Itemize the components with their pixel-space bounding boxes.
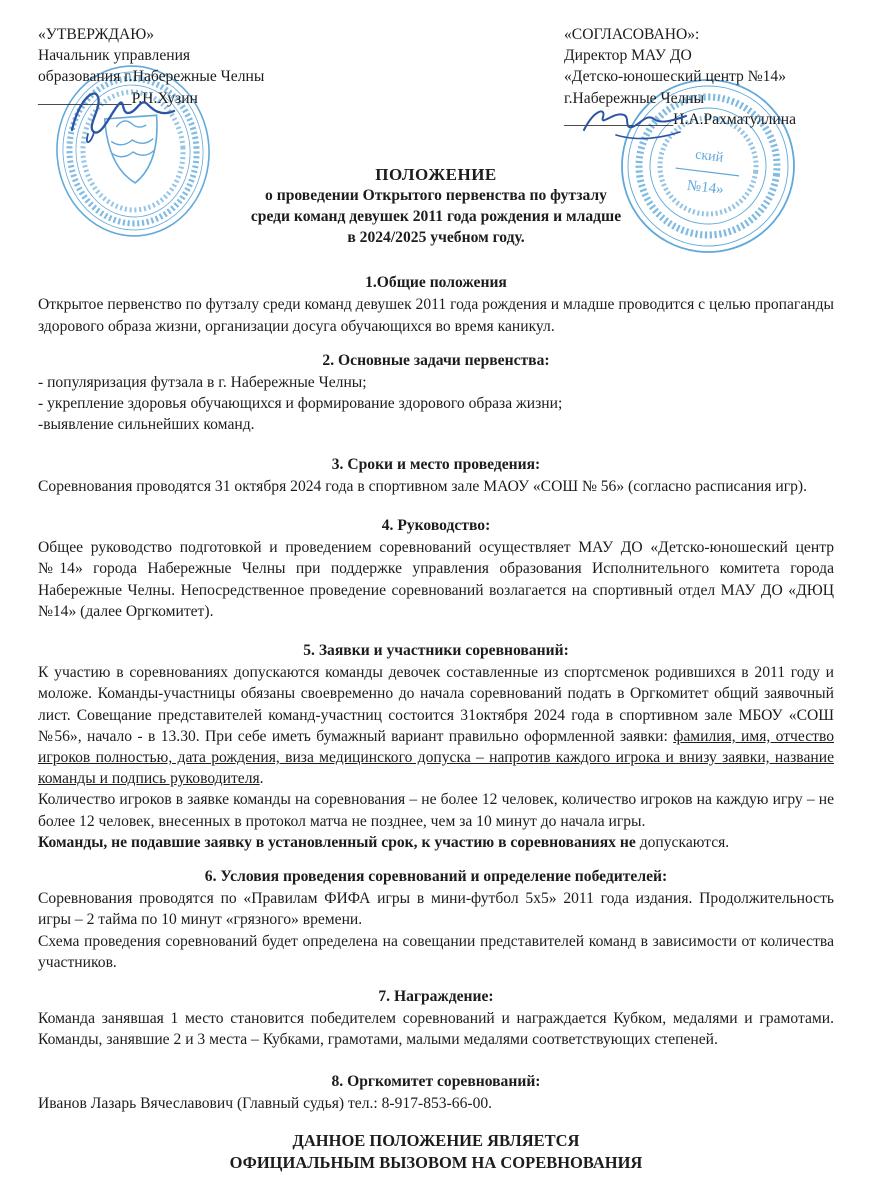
title-line-3: среди команд девушек 2011 года рождения и младше [250, 208, 622, 226]
list-item: - популяризация футзала в г. Набережные Челны; [38, 374, 367, 391]
agree-block [564, 24, 834, 130]
title-line-2: о проведении Открытого первенства по футзалу [265, 187, 607, 205]
approve-position-line1: Начальник управления [38, 47, 191, 65]
section-5-heading: 5. Заявки и участники соревнований: [303, 642, 569, 660]
section-8 [38, 1071, 834, 1114]
list-item: -выявление сильнейших команд. [38, 416, 255, 434]
footer-line-2: ОФИЦИАЛЬНЫМ ВЫЗОВОМ НА СОРЕВНОВАНИЯ [229, 1152, 643, 1172]
section-4 [38, 515, 834, 622]
agree-position-line2: «Детско-юношеский центр №14» [564, 68, 787, 86]
footer-line-1: ДАННОЕ ПОЛОЖЕНИЕ ЯВЛЯЕТСЯ [292, 1131, 580, 1151]
section-1 [38, 272, 834, 337]
section-5 [38, 640, 834, 853]
section-6-paragraph-1: Соревнования проводятся по «Правилам ФИФА игры в мини-футбол 5х5» 2011 года издания. Продолжительность игры – 2 тайма по 10 минут «грязного» времени. [38, 890, 834, 929]
section-4-paragraph: Общее руководство подготовкой и проведением соревнований осуществляет МАУ ДО «Детско-юношеский центр №14» города Набережные Челны при поддержке управления образования Исполнительного комитета города Набережные Челны. Непосредственное проведение соревнований возлагается на спортивный отдел МАУ ДО «ДЮЦ №14» (далее Оргкомитет). [38, 539, 834, 620]
header [38, 24, 834, 130]
agree-sign-underscores: ______________ [564, 110, 674, 128]
section-3 [38, 454, 834, 497]
section-2-list [38, 372, 834, 436]
section-6 [38, 866, 834, 973]
agree-position-line3: г.Набережные Челны [564, 89, 705, 107]
section-6-paragraph-2: Схема проведения соревнований будет определена на совещании представителей команд в зависимости от количества участников. [38, 932, 834, 971]
agree-caption: «СОГЛАСОВАНО»: [564, 26, 700, 43]
section-7 [38, 986, 834, 1051]
bold-warning-text: Команды, не подавшие заявку в установленный срок, к участию в соревнованиях не [38, 833, 640, 851]
approve-sign-underscores: ____________ [38, 89, 132, 107]
section-3-heading: 3. Сроки и место проведения: [331, 455, 541, 473]
section-7-paragraph: Команда занявшая 1 место становится победителем соревнований и награждается Кубком, медалями и грамотами. Команды, занявшие 2 и 3 места – Кубками, грамотами, малыми медалями соответствующих степеней. [38, 1010, 834, 1049]
paragraph-text: допускаются. [639, 833, 730, 851]
stamp-center-text-bottom: №14» [686, 177, 725, 199]
agree-position-line1: Директор МАУ ДО [564, 47, 692, 65]
underlined-requirements-text: фамилия, имя, отчество игроков полностью, дата рождения, виза медицинского допуска – напротив каждого игрока и внизу заявки, название команды и подпись руководителя [38, 727, 834, 788]
approve-signature-line [38, 88, 368, 109]
section-6-heading: 6. Условия проведения соревнований и определение победителей: [204, 868, 668, 886]
title-line-1: ПОЛОЖЕНИЕ [375, 165, 497, 185]
agree-signature-line [564, 109, 834, 130]
section-7-heading: 7. Награждение: [378, 988, 494, 1006]
section-1-paragraph: Открытое первенство по футзалу среди команд девушек 2011 года рождения и младше проводится с целью пропаганды здорового образа жизни, организации досуга обучающихся во время каникул. [38, 296, 834, 335]
section-8-paragraph: Иванов Лазарь Вячеславович (Главный судья) тел.: 8-917-853-66-00. [38, 1094, 493, 1112]
section-5-paragraph-1 [38, 662, 834, 789]
section-4-heading: 4. Руководство: [381, 517, 491, 535]
agree-signer-name: Н.А.Рахматуллина [673, 110, 797, 128]
section-5-paragraph-2: Количество игроков в заявке команды на соревнования – не более 12 человек, количество игроков на каждую игру – не более 12 человек, внесенных в протокол матча не позднее, чем за 10 минут до начала игры. [38, 791, 834, 830]
approve-block [38, 24, 368, 130]
stamp-center-text-top: ский [694, 147, 724, 166]
title-line-4: в 2024/2025 учебном году. [347, 228, 525, 246]
section-2 [38, 350, 834, 436]
list-item: - укрепление здоровья обучающихся и формирование здорового образа жизни; [38, 395, 563, 413]
paragraph-text: . [259, 770, 264, 788]
section-1-heading: 1.Общие положения [365, 274, 507, 292]
section-8-heading: 8. Оргкомитет соревнований: [331, 1072, 541, 1090]
approve-position-line2: образования г.Набережные Челны [38, 68, 265, 86]
page-title [38, 164, 834, 248]
section-5-paragraph-3 [38, 832, 834, 853]
approve-caption: «УТВЕРЖДАЮ» [38, 26, 155, 43]
section-3-paragraph: Соревнования проводятся 31 октября 2024 года в спортивном зале МАОУ «СОШ № 56» (согласно расписания игр). [38, 477, 807, 495]
footer-statement [38, 1130, 834, 1173]
approve-signer-name: Р.Н.Хузин [131, 89, 198, 107]
paragraph-text: К участию в соревнованиях допускаются команды девочек составленные из спортсменок родившихся в 2011 году и моложе. Команды-участницы обязаны своевременно до начала соревнований подать в Оргкомитет общий заявочный лист. Совещание представителей команд-участниц состоится 31октября 2024 года в спортивном зале МБОУ «СОШ №56», начало - в 13.30. При себе иметь бумажный вариант правильно оформленной заявки: [38, 664, 834, 745]
section-2-heading: 2. Основные задачи первенства: [322, 351, 550, 369]
